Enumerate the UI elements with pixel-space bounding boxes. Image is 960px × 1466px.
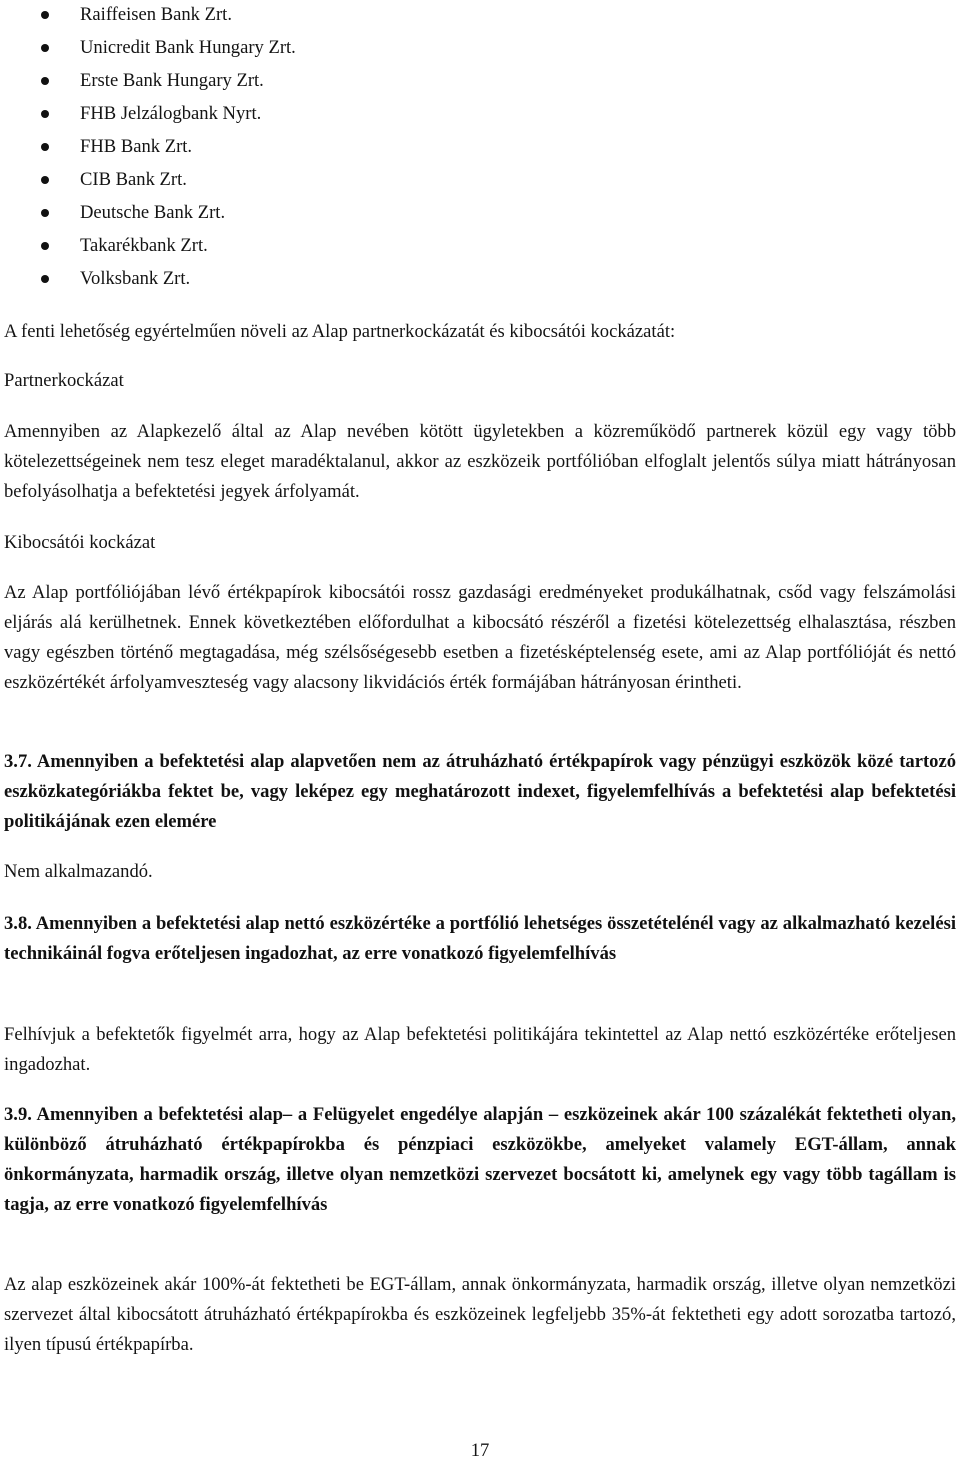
list-item: Erste Bank Hungary Zrt.: [4, 66, 296, 99]
page-number: 17: [470, 1440, 490, 1461]
list-item: FHB Bank Zrt.: [4, 132, 296, 165]
list-item: Raiffeisen Bank Zrt.: [4, 0, 296, 33]
bullet-icon: [41, 110, 49, 118]
section-3-9-body: Az alap eszközeinek akár 100%-át fektetheti be EGT-állam, annak önkormányzata, harmadik ország, illetve olyan nemzetközi szervezet által kibocsátott átruházható értékpapírokba és eszközeinek legfeljebb 35%-át fektetheti egy adott sorozatba tartozó, ilyen típusú értékpapírba.: [4, 1274, 956, 1355]
bullet-icon: [41, 143, 49, 151]
section-3-7-body: Nem alkalmazandó.: [4, 861, 153, 882]
bullet-icon: [41, 275, 49, 283]
section-3-9-heading: 3.9. Amennyiben a befektetési alap– a Felügyelet engedélye alapján – eszközeinek akár 100 százalékát fektetheti olyan, különböző átruházható értékpapírokba és pénzpiaci eszközökbe, amelyeket valamely EGT-állam, annak önkormányzata, harmadik ország, illetve olyan nemzetközi szervezet bocsátott ki, amelynek egy vagy több tagállam is tagja, az erre vonatkozó figyelemfelhívás: [4, 1104, 956, 1215]
issuer-risk-body: Az Alap portfóliójában lévő értékpapírok kibocsátói rossz gazdasági eredményeket produkálhatnak, csőd vagy felszámolási eljárás alá kerülhetnek. Ennek következtében előfordulhat a kibocsátó részéről a fizetési kötelezettség elhalasztása, részben vagy egészben történő megtagadása, még szélsőségesebb esetben a fizetésképtelenség esete, ami az Alap portfólióját és nettó eszközértékét árfolyamveszteség vagy alacsony likvidációs érték formájában hátrányosan érintheti.: [4, 582, 956, 693]
issuer-risk-heading: Kibocsátói kockázat: [4, 532, 156, 553]
list-item: CIB Bank Zrt.: [4, 165, 296, 198]
partner-risk-body: Amennyiben az Alapkezelő által az Alap nevében kötött ügyletekben a közreműködő partnerek közül egy vagy több kötelezettségeinek nem tesz eleget maradéktalanul, akkor az eszközeik portfólióban elfoglalt jelentős súlya miatt hátrányosan befolyásolhatja a befektetési jegyek árfolyamát.: [4, 421, 956, 502]
bullet-icon: [41, 44, 49, 52]
list-item: Takarékbank Zrt.: [4, 231, 296, 264]
intro-paragraph: A fenti lehetőség egyértelműen növeli az Alap partnerkockázatát és kibocsátói kockázatát:: [4, 321, 676, 342]
section-3-8-heading: 3.8. Amennyiben a befektetési alap nettó eszközértéke a portfólió lehetséges összetételénél vagy az alkalmazható kezelési technikáinál fogva erőteljesen ingadozhat, az erre vonatkozó figyelemfelhívás: [4, 913, 956, 964]
section-3-7-heading: 3.7. Amennyiben a befektetési alap alapvetően nem az átruházható értékpapírok vagy pénzügyi eszközök közé tartozó eszközkategóriákba fektet be, vagy leképez egy meghatározott indexet, figyelemfelhívás a befektetési alap befektetési politikájának ezen elemére: [4, 751, 956, 832]
partner-risk-heading: Partnerkockázat: [4, 370, 124, 391]
section-3-8-body: Felhívjuk a befektetők figyelmét arra, hogy az Alap befektetési politikájára tekintettel az Alap nettó eszközértéke erőteljesen ingadozhat.: [4, 1024, 956, 1075]
list-item: Deutsche Bank Zrt.: [4, 198, 296, 231]
list-item: Volksbank Zrt.: [4, 264, 296, 297]
list-item: Unicredit Bank Hungary Zrt.: [4, 33, 296, 66]
bullet-icon: [41, 209, 49, 217]
list-item: FHB Jelzálogbank Nyrt.: [4, 99, 296, 132]
bank-list: [4, 0, 296, 297]
bullet-icon: [41, 242, 49, 250]
bullet-icon: [41, 176, 49, 184]
bullet-icon: [41, 11, 49, 19]
bullet-icon: [41, 77, 49, 85]
